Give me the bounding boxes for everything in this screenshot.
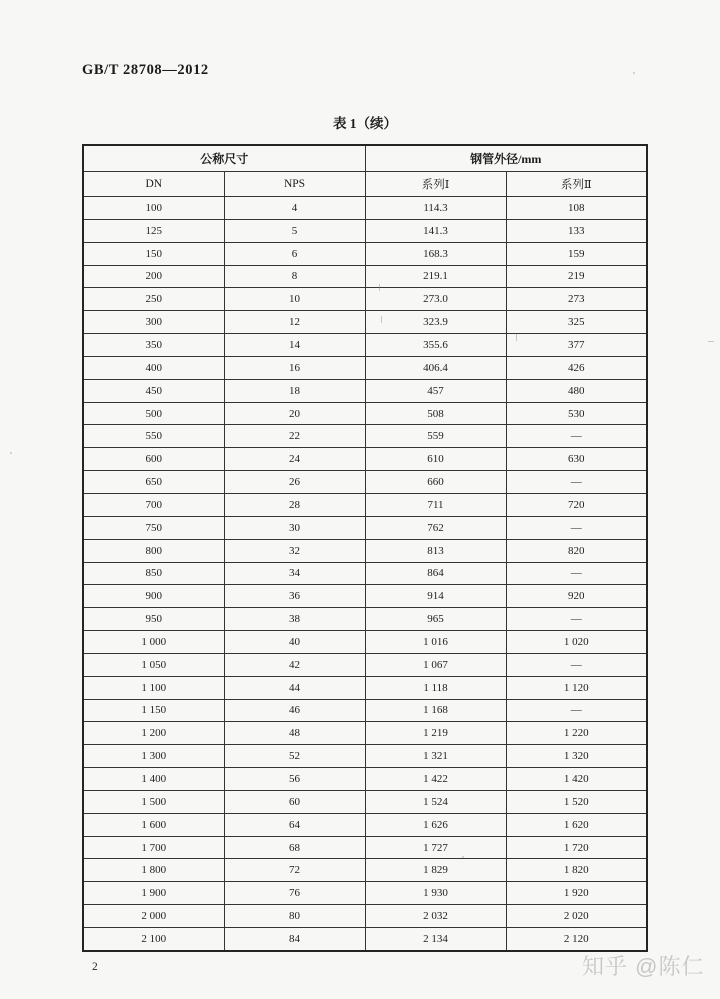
table-cell: 5 [224,219,365,242]
table-cell: 1 020 [506,631,647,654]
table-cell: 457 [365,379,506,402]
table-cell: 42 [224,653,365,676]
table-cell: 660 [365,471,506,494]
table-row [83,836,647,859]
scan-artifact [381,316,382,323]
table-row [83,539,647,562]
table-cell: 48 [224,722,365,745]
table-cell: 141.3 [365,219,506,242]
scan-artifact [516,334,517,341]
table-cell: 6 [224,242,365,265]
table-cell: 400 [83,356,224,379]
table-cell: 450 [83,379,224,402]
table-row [83,722,647,745]
scan-artifact [379,284,380,291]
table-cell: — [506,471,647,494]
scan-artifact [708,341,714,342]
table-cell: 56 [224,768,365,791]
table-cell: 14 [224,334,365,357]
table-cell: 1 400 [83,768,224,791]
table-cell: 1 620 [506,813,647,836]
table-cell: 630 [506,448,647,471]
table-cell: 133 [506,219,647,242]
table-cell: 762 [365,516,506,539]
table-row [83,928,647,951]
table-cell: 600 [83,448,224,471]
table-cell: 325 [506,311,647,334]
scan-artifact [462,856,464,858]
table-cell: 914 [365,585,506,608]
table-cell: 508 [365,402,506,425]
table-cell: 1 300 [83,745,224,768]
table-row [83,402,647,425]
table-cell: 40 [224,631,365,654]
table-cell: 16 [224,356,365,379]
table-row [83,768,647,791]
table-cell: 125 [83,219,224,242]
table-cell: 1 920 [506,882,647,905]
table-cell: 80 [224,905,365,928]
table-cell: 24 [224,448,365,471]
table-cell: 720 [506,493,647,516]
scan-artifact [10,452,12,454]
table-cell: 1 100 [83,676,224,699]
table-cell: 900 [83,585,224,608]
scan-artifact [633,72,635,74]
table-cell: 34 [224,562,365,585]
table-cell: 920 [506,585,647,608]
table-cell: 84 [224,928,365,951]
table-cell: 1 050 [83,653,224,676]
table-row [83,493,647,516]
table-cell: 12 [224,311,365,334]
table-row [83,631,647,654]
table-cell: 480 [506,379,647,402]
table-cell: 1 600 [83,813,224,836]
table-cell: 530 [506,402,647,425]
table-cell: 610 [365,448,506,471]
table-cell: 2 020 [506,905,647,928]
column-header-row [83,172,647,197]
table-row [83,745,647,768]
table-cell: 1 422 [365,768,506,791]
table-cell: 1 800 [83,859,224,882]
group-header-row [83,145,647,172]
table-row [83,265,647,288]
table-cell: 1 500 [83,790,224,813]
table-cell: 159 [506,242,647,265]
table-cell: 100 [83,197,224,220]
table-cell: 1 700 [83,836,224,859]
table-cell: 168.3 [365,242,506,265]
table-cell: 1 626 [365,813,506,836]
table-cell: 1 016 [365,631,506,654]
table-cell: 36 [224,585,365,608]
pipe-dimensions-table [82,144,648,952]
table-row [83,448,647,471]
table-row [83,242,647,265]
table-cell: 38 [224,608,365,631]
table-row [83,699,647,722]
table-cell: 60 [224,790,365,813]
table-cell: 1 219 [365,722,506,745]
table-cell: 1 200 [83,722,224,745]
table-cell: 800 [83,539,224,562]
table-cell: 500 [83,402,224,425]
table-cell: 1 220 [506,722,647,745]
table-cell: 273 [506,288,647,311]
column-header-series-1: 系列Ⅰ [365,172,506,197]
column-header-nps: NPS [224,172,365,197]
table-cell: 52 [224,745,365,768]
table-container [82,144,648,952]
column-header-series-2: 系列Ⅱ [506,172,647,197]
table-header [83,145,647,197]
table-cell: 18 [224,379,365,402]
table-cell: 965 [365,608,506,631]
table-cell: — [506,699,647,722]
table-cell: 820 [506,539,647,562]
table-cell: 426 [506,356,647,379]
table-cell: 76 [224,882,365,905]
table-cell: 1 720 [506,836,647,859]
table-cell: 550 [83,425,224,448]
table-cell: 350 [83,334,224,357]
table-row [83,790,647,813]
table-cell: — [506,653,647,676]
table-row [83,471,647,494]
table-cell: 355.6 [365,334,506,357]
table-cell: 219.1 [365,265,506,288]
table-cell: 1 520 [506,790,647,813]
table-cell: — [506,562,647,585]
table-cell: 950 [83,608,224,631]
table-cell: 219 [506,265,647,288]
table-row [83,676,647,699]
table-cell: 1 067 [365,653,506,676]
table-row [83,562,647,585]
table-cell: 1 727 [365,836,506,859]
table-cell: 813 [365,539,506,562]
table-cell: 20 [224,402,365,425]
table-title: 表 1（续） [332,116,398,131]
watermark: 知乎 @陈仁 [582,954,705,979]
table-cell: 1 900 [83,882,224,905]
table-row [83,356,647,379]
group-header-nominal-size: 公称尺寸 [83,145,365,172]
table-cell: 850 [83,562,224,585]
table-cell: 1 930 [365,882,506,905]
table-row [83,379,647,402]
table-cell: 8 [224,265,365,288]
table-cell: 406.4 [365,356,506,379]
table-cell: 1 000 [83,631,224,654]
table-cell: 650 [83,471,224,494]
table-cell: 750 [83,516,224,539]
table-cell: — [506,425,647,448]
table-cell: 1 820 [506,859,647,882]
table-row [83,585,647,608]
table-cell: — [506,608,647,631]
page-number: 2 [92,961,98,973]
table-cell: 22 [224,425,365,448]
table-row [83,813,647,836]
table-cell: 864 [365,562,506,585]
table-cell: 1 420 [506,768,647,791]
table-row [83,219,647,242]
table-cell: 44 [224,676,365,699]
column-header-dn: DN [83,172,224,197]
table-cell: 1 829 [365,859,506,882]
table-cell: 2 100 [83,928,224,951]
table-cell: 1 168 [365,699,506,722]
table-row [83,905,647,928]
table-cell: 2 032 [365,905,506,928]
table-row [83,334,647,357]
table-body [83,197,647,951]
table-row [83,288,647,311]
table-row [83,608,647,631]
table-row [83,311,647,334]
table-cell: 300 [83,311,224,334]
table-cell: 64 [224,813,365,836]
table-cell: 30 [224,516,365,539]
table-cell: 323.9 [365,311,506,334]
table-cell: 559 [365,425,506,448]
table-cell: 72 [224,859,365,882]
table-cell: 711 [365,493,506,516]
table-cell: 1 524 [365,790,506,813]
table-cell: 1 150 [83,699,224,722]
table-cell: 68 [224,836,365,859]
table-cell: 377 [506,334,647,357]
table-row [83,197,647,220]
table-row [83,425,647,448]
table-cell: 150 [83,242,224,265]
table-cell: 1 118 [365,676,506,699]
table-cell: 10 [224,288,365,311]
table-row [83,859,647,882]
table-cell: 1 321 [365,745,506,768]
table-cell: 26 [224,471,365,494]
table-cell: 273.0 [365,288,506,311]
table-row [83,653,647,676]
table-cell: 4 [224,197,365,220]
table-cell: 2 000 [83,905,224,928]
table-cell: 108 [506,197,647,220]
standard-number: GB/T 28708—2012 [82,62,209,78]
table-cell: 1 320 [506,745,647,768]
table-cell: 114.3 [365,197,506,220]
table-cell: 2 120 [506,928,647,951]
table-cell: 1 120 [506,676,647,699]
group-header-outer-diameter: 钢管外径/mm [365,145,647,172]
table-row [83,516,647,539]
table-cell: 200 [83,265,224,288]
table-cell: 250 [83,288,224,311]
table-cell: 28 [224,493,365,516]
table-cell: 700 [83,493,224,516]
table-row [83,882,647,905]
table-cell: 32 [224,539,365,562]
table-cell: 2 134 [365,928,506,951]
table-cell: 46 [224,699,365,722]
table-cell: — [506,516,647,539]
